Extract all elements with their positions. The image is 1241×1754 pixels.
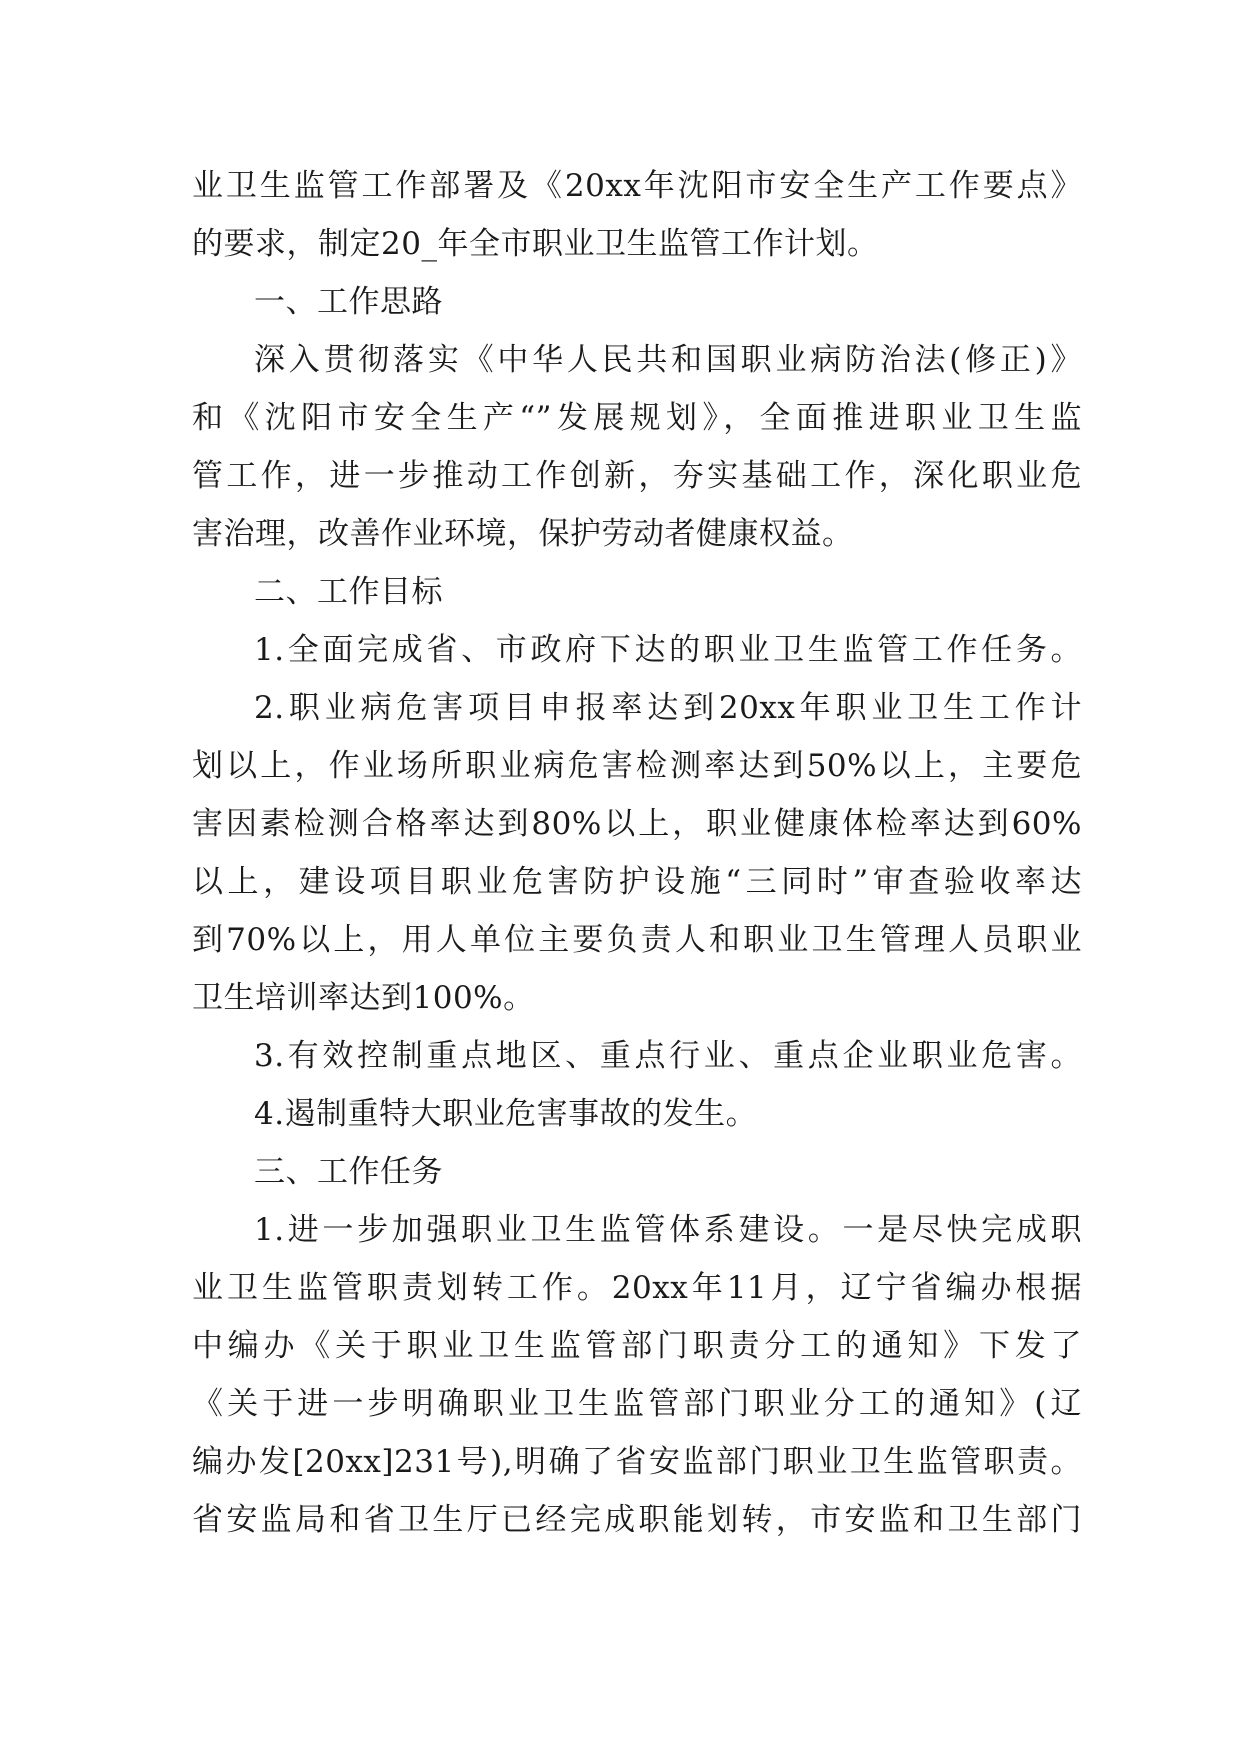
text-line: 1.全面完成省、市政府下达的职业卫生监管工作任务。 xyxy=(254,632,1082,668)
text-line: 4.遏制重特大职业危害事故的发生。 xyxy=(254,1096,758,1132)
text-line: 害因素检测合格率达到80%以上，职业健康体检率达到60% xyxy=(192,806,1082,842)
text-line: 以上，建设项目职业危害防护设施“三同时”审查验收率达 xyxy=(192,864,1082,900)
text-line: 中编办《关于职业卫生监管部门职责分工的通知》下发了 xyxy=(192,1328,1082,1364)
text-line: 省安监局和省卫生厅已经完成职能划转，市安监和卫生部门 xyxy=(192,1502,1082,1538)
text-line: 业卫生监管工作部署及《20xx年沈阳市安全生产工作要点》 xyxy=(192,168,1082,204)
section-heading: 一、工作思路 xyxy=(254,284,443,320)
text-line: 到70%以上，用人单位主要负责人和职业卫生管理人员职业 xyxy=(192,922,1082,958)
text-line: 卫生培训率达到100%。 xyxy=(192,980,535,1016)
text-line: 1.进一步加强职业卫生监管体系建设。一是尽快完成职 xyxy=(254,1212,1082,1248)
text-line: 2.职业病危害项目申报率达到20xx年职业卫生工作计 xyxy=(254,690,1082,726)
section-heading: 二、工作目标 xyxy=(254,574,443,610)
text-line: 的要求，制定20_年全市职业卫生监管工作计划。 xyxy=(192,226,879,262)
text-line: 和《沈阳市安全生产“”发展规划》，全面推进职业卫生监 xyxy=(192,400,1082,436)
document-body xyxy=(192,157,1082,1549)
text-line: 划以上，作业场所职业病危害检测率达到50%以上，主要危 xyxy=(192,748,1082,784)
text-line: 3.有效控制重点地区、重点行业、重点企业职业危害。 xyxy=(254,1038,1082,1074)
section-heading: 三、工作任务 xyxy=(254,1154,443,1190)
text-line: 管工作，进一步推动工作创新，夯实基础工作，深化职业危 xyxy=(192,458,1082,494)
text-line: 害治理，改善作业环境，保护劳动者健康权益。 xyxy=(192,516,854,552)
text-line: 《关于进一步明确职业卫生监管部门职业分工的通知》(辽 xyxy=(192,1386,1082,1422)
text-line: 深入贯彻落实《中华人民共和国职业病防治法(修正)》 xyxy=(254,342,1082,378)
text-line: 编办发[20xx]231号),明确了省安监部门职业卫生监管职责。 xyxy=(192,1444,1082,1480)
text-line: 业卫生监管职责划转工作。20xx年11月，辽宁省编办根据 xyxy=(192,1270,1082,1306)
